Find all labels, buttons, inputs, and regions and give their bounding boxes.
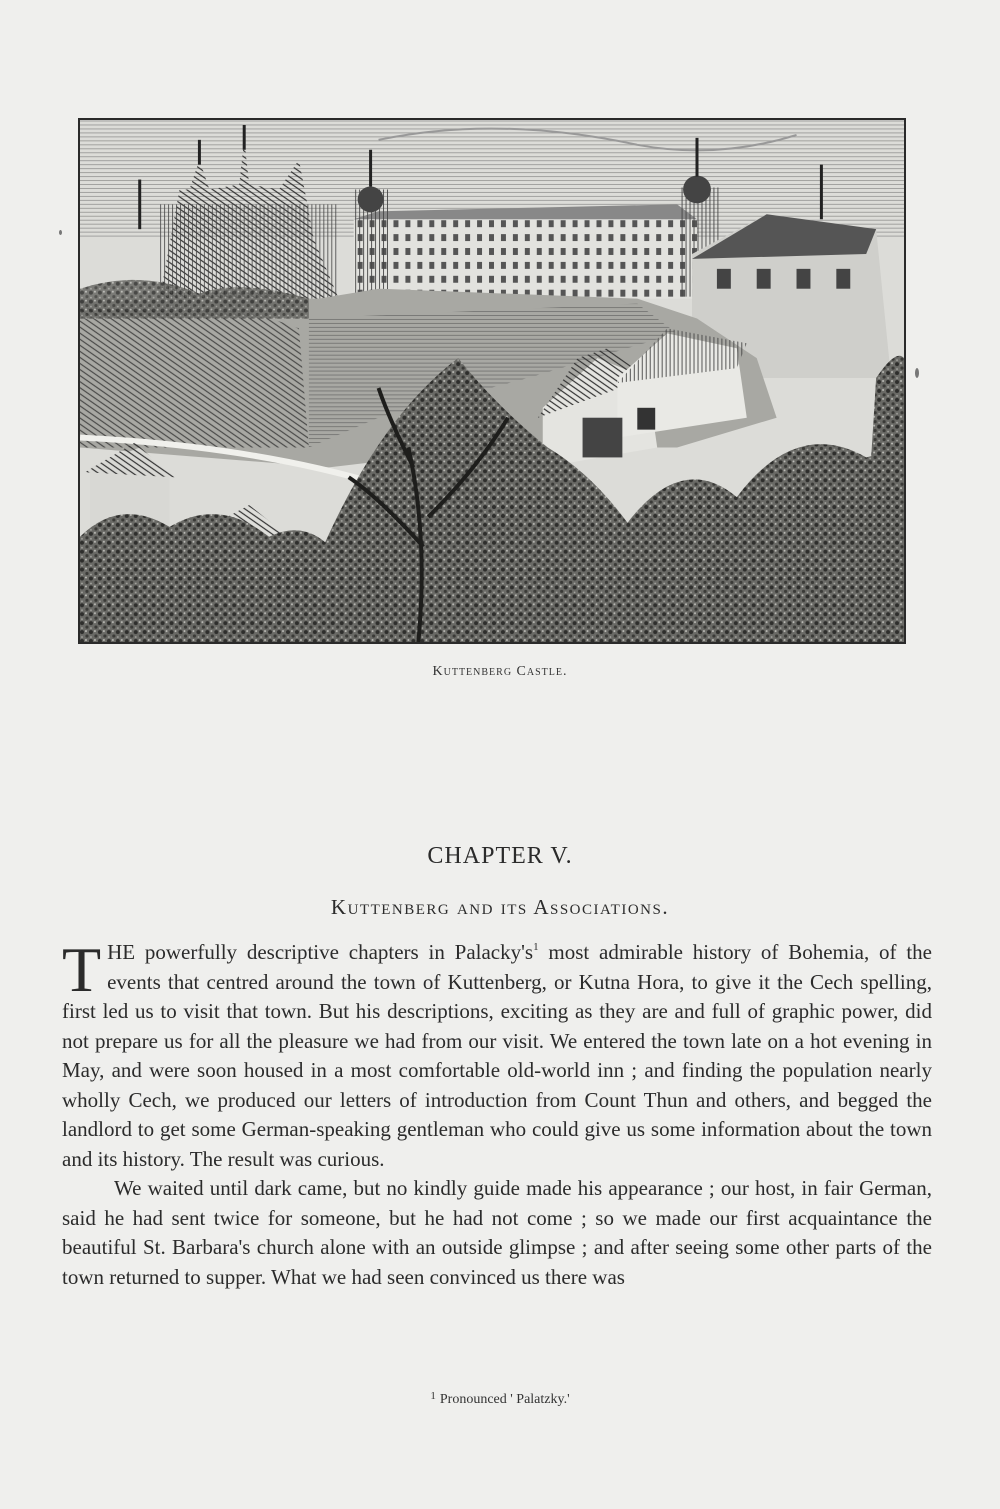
chapter-number: CHAPTER V. — [427, 843, 573, 869]
paragraph-1 — [62, 934, 932, 1174]
illustration-caption: Kuttenberg Castle. — [432, 664, 568, 679]
drop-cap: T — [62, 934, 102, 1005]
paper-speck — [915, 368, 919, 378]
paper-speck — [59, 230, 62, 235]
paragraph-1-text-a: HE powerfully descriptive chapters in Palacky's — [107, 940, 534, 964]
body-text — [62, 934, 932, 1292]
engraving-illustration — [78, 118, 906, 644]
castle-engraving — [80, 120, 904, 642]
footnote — [0, 1390, 1000, 1408]
footnote-reference: 1 — [533, 941, 539, 953]
paragraph-2: We waited until dark came, but no kindly guide made his appearance ; our host, in fair German, said he had sent twice for someone, but he had not come ; so we made our first acquaintance the beautiful St. Barbara's church alone with an outside glimpse ; and after seeing some other parts of the town returned to supper. What we had seen convinced us there was — [62, 1176, 932, 1289]
footnote-mark: 1 — [430, 1390, 436, 1402]
paragraph-1-text-b: most admirable history of Bohemia, of the events that centred around the town of Kuttenberg, or Kutna Hora, to give it the Cech spelling, first led us to visit that town. But his descriptions, exciting as they are and full of graphic power, did not prepare us for all the pleasure we had from our visit. We entered the town late on a hot evening in May, and were soon housed in a most comfortable old-world inn ; and finding the population nearly wholly Cech, we produced our letters of introduction from Count Thun and others, and begged the landlord to get some German-speaking gentleman who could give us some information about the town and its history. The result was curious. — [62, 940, 932, 1171]
chapter-title: Kuttenberg and its Associations. — [330, 895, 670, 919]
footnote-text: Pronounced ' Palatzky.' — [439, 1392, 570, 1407]
